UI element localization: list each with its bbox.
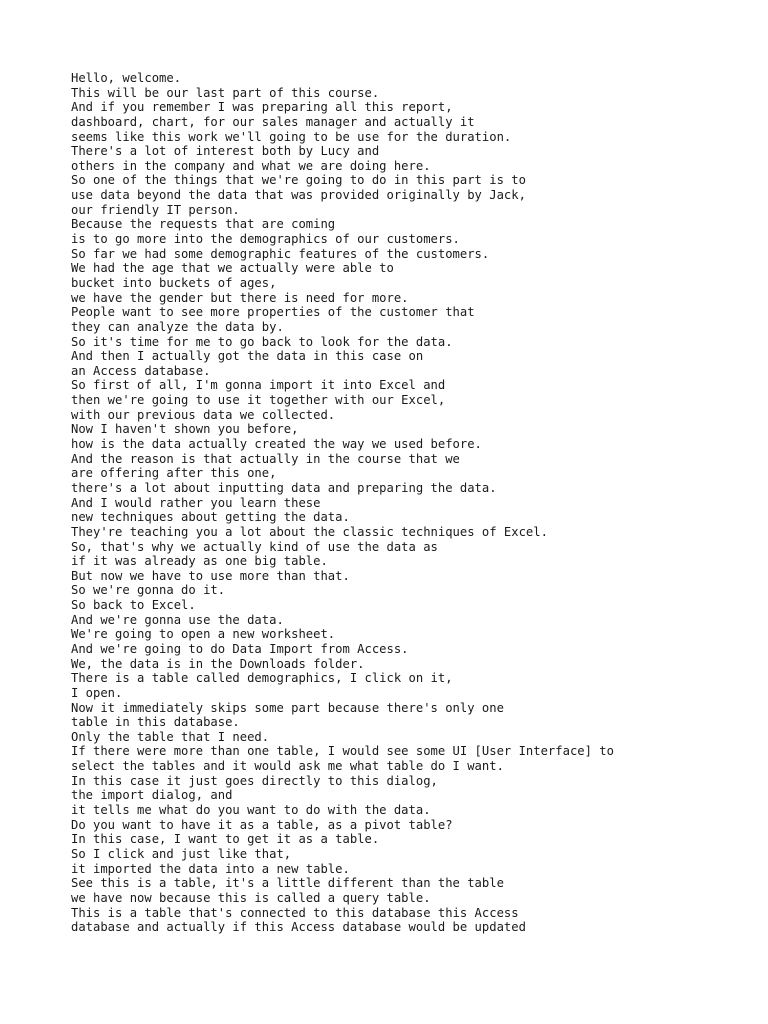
transcript-line: select the tables and it would ask me what table do I want. bbox=[71, 759, 504, 774]
transcript-line: our friendly IT person. bbox=[71, 202, 240, 217]
transcript-line: table in this database. bbox=[71, 715, 240, 730]
transcript-line: Hello, welcome. bbox=[71, 71, 182, 85]
transcript-line: it tells me what do you want to do with the data. bbox=[71, 803, 431, 818]
transcript-line: dashboard, chart, for our sales manager and actually it bbox=[71, 114, 475, 129]
transcript-line: So I click and just like that, bbox=[71, 846, 292, 861]
transcript-line: is to go more into the demographics of our customers. bbox=[71, 232, 460, 247]
transcript-line: If there were more than one table, I would see some UI [User Interface] to bbox=[71, 744, 614, 759]
transcript-line: how is the data actually created the way we used before. bbox=[71, 437, 482, 452]
transcript-line: Now it immediately skips some part because there's only one bbox=[71, 700, 504, 715]
transcript-line: We're going to open a new worksheet. bbox=[71, 627, 336, 642]
transcript-line: seems like this work we'll going to be use for the duration. bbox=[71, 129, 512, 144]
transcript-line: There's a lot of interest both by Lucy and bbox=[71, 144, 380, 159]
transcript-line: So far we had some demographic features of the customers. bbox=[71, 246, 490, 261]
transcript-line: We, the data is in the Downloads folder. bbox=[71, 656, 365, 671]
transcript-line: are offering after this one, bbox=[71, 466, 277, 481]
transcript-line: And the reason is that actually in the course that we bbox=[71, 451, 460, 466]
transcript-line: I open. bbox=[71, 685, 123, 700]
transcript-line: Because the requests that are coming bbox=[71, 217, 336, 232]
transcript-line: This will be our last part of this course. bbox=[71, 85, 380, 100]
transcript-line: an Access database. bbox=[71, 363, 211, 378]
transcript-line: So first of all, I'm gonna import it into Excel and bbox=[71, 378, 446, 393]
transcript-line: We had the age that we actually were able to bbox=[71, 261, 394, 276]
transcript-line: So one of the things that we're going to do in this part is to bbox=[71, 173, 526, 188]
transcript-line: we have now because this is called a query table. bbox=[71, 890, 431, 905]
transcript-line: So we're gonna do it. bbox=[71, 583, 226, 598]
transcript-line: So back to Excel. bbox=[71, 598, 196, 613]
transcript-line: bucket into buckets of ages, bbox=[71, 275, 277, 290]
transcript-text bbox=[71, 71, 751, 935]
transcript-line: then we're going to use it together with our Excel, bbox=[71, 393, 446, 408]
transcript-line: And we're gonna use the data. bbox=[71, 612, 284, 627]
transcript-line: they can analyze the data by. bbox=[71, 319, 284, 334]
transcript-line: new techniques about getting the data. bbox=[71, 510, 350, 525]
transcript-line: the import dialog, and bbox=[71, 788, 233, 803]
transcript-line: So it's time for me to go back to look for the data. bbox=[71, 334, 453, 349]
transcript-line: People want to see more properties of the customer that bbox=[71, 305, 475, 320]
transcript-line: And we're going to do Data Import from Access. bbox=[71, 641, 409, 656]
transcript-line: There is a table called demographics, I click on it, bbox=[71, 671, 453, 686]
transcript-line: In this case, I want to get it as a table. bbox=[71, 832, 380, 847]
transcript-line: use data beyond the data that was provided originally by Jack, bbox=[71, 188, 526, 203]
transcript-line: Only the table that I need. bbox=[71, 729, 270, 744]
transcript-line: In this case it just goes directly to this dialog, bbox=[71, 773, 438, 788]
transcript-line: But now we have to use more than that. bbox=[71, 568, 350, 583]
transcript-line: And if you remember I was preparing all this report, bbox=[71, 100, 453, 115]
transcript-line: This is a table that's connected to this database this Access bbox=[71, 905, 519, 920]
transcript-line: So, that's why we actually kind of use the data as bbox=[71, 539, 438, 554]
transcript-line: And then I actually got the data in this case on bbox=[71, 349, 424, 364]
transcript-line: See this is a table, it's a little different than the table bbox=[71, 876, 504, 891]
transcript-line: Do you want to have it as a table, as a pivot table? bbox=[71, 817, 453, 832]
transcript-line: there's a lot about inputting data and preparing the data. bbox=[71, 480, 497, 495]
transcript-line: it imported the data into a new table. bbox=[71, 861, 350, 876]
transcript-line: database and actually if this Access database would be updated bbox=[71, 920, 526, 935]
transcript-line: we have the gender but there is need for more. bbox=[71, 290, 409, 305]
transcript-line: others in the company and what we are doing here. bbox=[71, 158, 431, 173]
transcript-line: Now I haven't shown you before, bbox=[71, 422, 299, 437]
transcript-line: They're teaching you a lot about the classic techniques of Excel. bbox=[71, 524, 548, 539]
transcript-line: And I would rather you learn these bbox=[71, 495, 321, 510]
transcript-line: with our previous data we collected. bbox=[71, 407, 336, 422]
transcript-line: if it was already as one big table. bbox=[71, 554, 328, 569]
